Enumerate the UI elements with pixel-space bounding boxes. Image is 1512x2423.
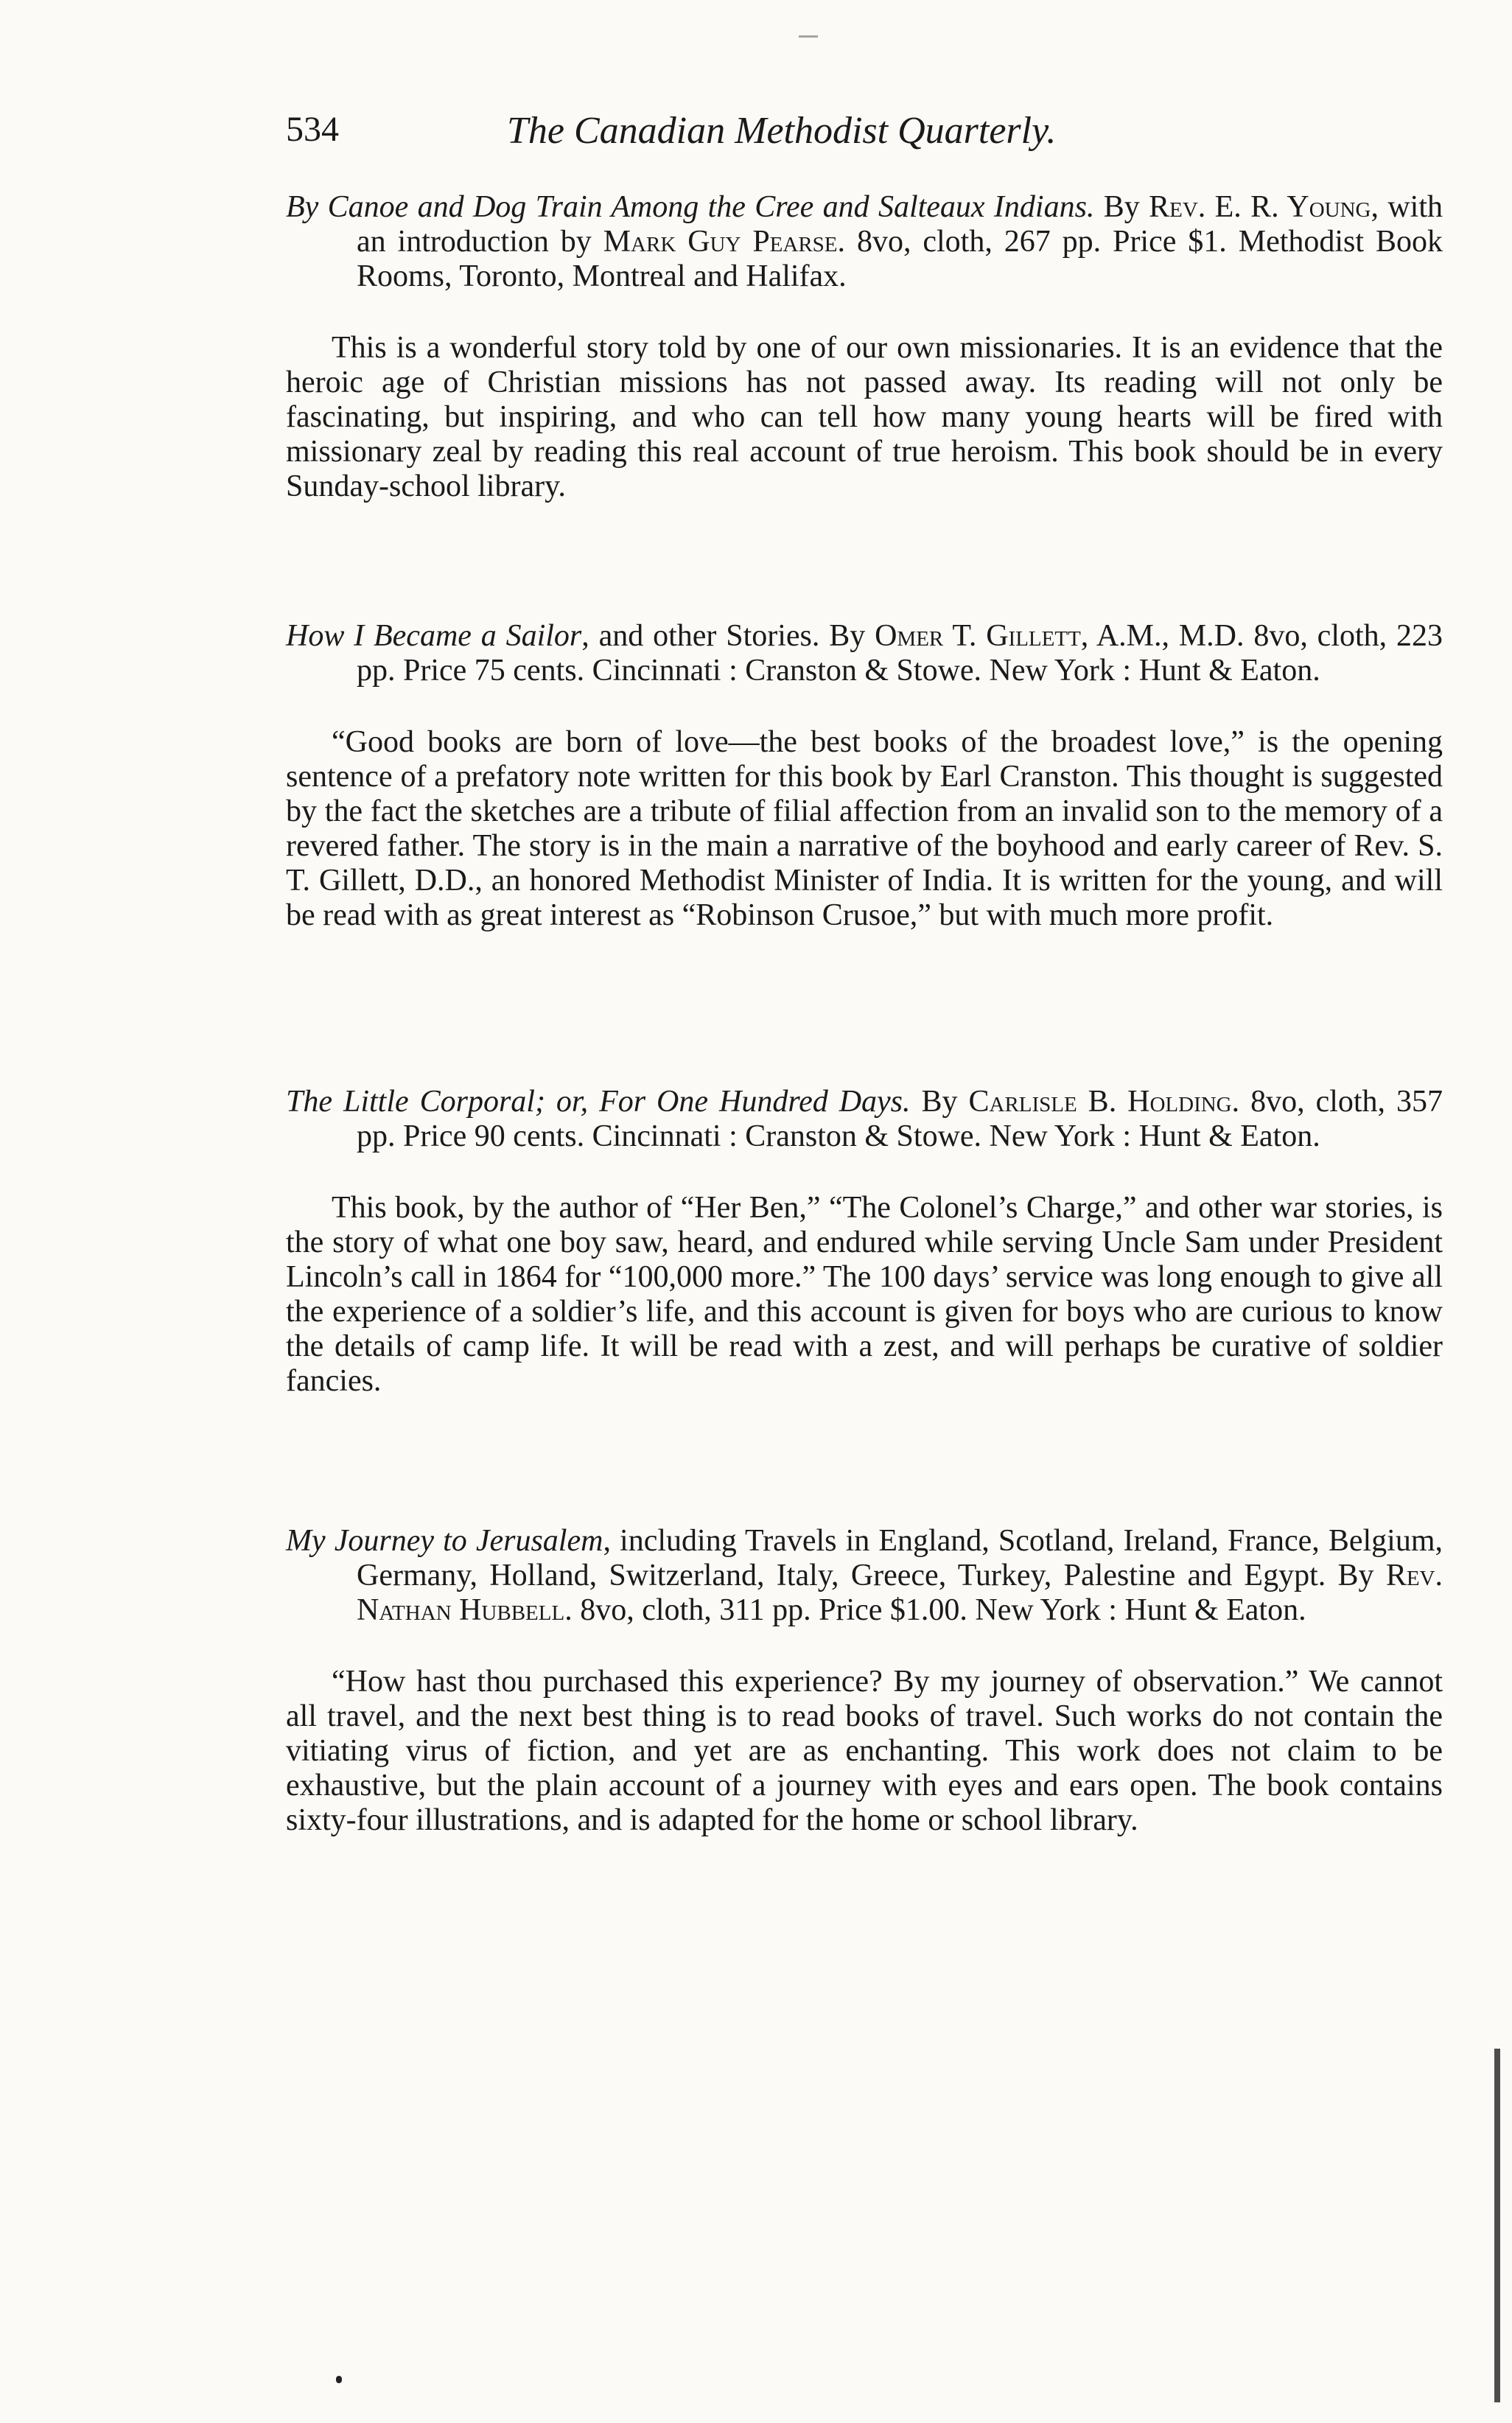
page-number: 534 [286,110,339,149]
scan-speck-top [799,35,818,38]
review-paragraph: This book, by the author of “Her Ben,” “The Colonel’s Charge,” and other war stories, is the story of what one boy saw, heard, and endured while serving Uncle Sam under President Lincoln’s call in 1864 for “100,000 more.” The 100 days’ service was long enough to give all the experience of a soldier’s life, and this account is given for boys who are curious to know the details of camp life. It will be read with a zest, and will perhaps be curative of soldier fancies. [286,1191,1443,1398]
publication-details: , A.M., M.D. 8vo, cloth, 223 pp. Price 75 cents. Cincinnati : Cranston & Stowe. New York : Hunt & Eaton. [357,619,1443,688]
book-entry-1 [286,190,1443,504]
citation: How I Became a Sailor, and other Stories. By Omer T. Gillett, A.M., M.D. 8vo, cloth, 223 pp. Price 75 cents. Cincinnati : Cranston & Stowe. New York : Hunt & Eaton. [286,619,1443,688]
book-title: The Little Corporal; or, For One Hundred Days. [286,1085,911,1119]
publication-details: . 8vo, cloth, 357 pp. Price 90 cents. Cincinnati : Cranston & Stowe. New York : Hunt & Eaton. [357,1085,1443,1153]
author-name: Omer T. Gillett [875,619,1081,653]
journal-title: The Canadian Methodist Quarterly. [507,110,1057,152]
citation: The Little Corporal; or, For One Hundred Days. By Carlisle B. Holding. 8vo, cloth, 357 pp. Price 90 cents. Cincinnati : Cranston & Stowe. New York : Hunt & Eaton. [286,1085,1443,1153]
author-name: Carlisle B. Holding [968,1085,1232,1119]
review-paragraph: “How hast thou purchased this experience? By my journey of observation.” We cannot all travel, and the next best thing is to read books of travel. Such works do not contain the vitiating virus of fiction, and yet are as enchanting. This work does not claim to be exhaustive, but the plain account of a journey with eyes and ears open. The book contains sixty-four illustrations, and is adapted for the home or school library. [286,1665,1443,1837]
citation: My Journey to Jerusalem, including Travels in England, Scotland, Ireland, France, Belgium, Germany, Holland, Switzerland, Italy, Greece, Turkey, Palestine and Egypt. By Rev. Nathan Hubbell. 8vo, cloth, 311 pp. Price $1.00. New York : Hunt & Eaton. [286,1524,1443,1627]
page-header [286,109,1443,161]
publication-details: . 8vo, cloth, 311 pp. Price $1.00. New York : Hunt & Eaton. [564,1593,1306,1627]
book-title: How I Became a Sailor [286,619,582,653]
book-title: By Canoe and Dog Train Among the Cree and Salteaux Indians. [286,190,1095,224]
book-entry-4 [286,1524,1443,1838]
book-entry-2 [286,619,1443,933]
citation: By Canoe and Dog Train Among the Cree and Salteaux Indians. By Rev. E. R. Young, with an introduction by Mark Guy Pearse. 8vo, cloth, 267 pp. Price $1. Methodist Book Rooms, Toronto, Montreal and Halifax. [286,190,1443,293]
intro-author-name: Mark Guy Pearse [603,225,838,259]
book-entry-3 [286,1085,1443,1399]
publication-details: . 8vo, cloth, 267 pp. Price $1. Methodist Book Rooms, Toronto, Montreal and Halifax. [357,225,1443,293]
author-name: Rev. E. R. Young [1149,190,1371,224]
review-paragraph: “Good books are born of love—the best books of the broadest love,” is the opening sentence of a prefatory note written for this book by Earl Cranston. This thought is suggested by the fact the sketches are a tribute of filial affection from an invalid son to the memory of a revered father. The story is in the main a narrative of the boyhood and early career of Rev. S. T. Gillett, D.D., an honored Methodist Minister of India. It is written for the young, and will be read with as great interest as “Robinson Crusoe,” but with much more profit. [286,725,1443,932]
review-paragraph: This is a wonderful story told by one of our own missionaries. It is an evidence that the heroic age of Christian missions has not passed away. Its reading will not only be fascinating, but inspiring, and who can tell how many young hearts will be fired with missionary zeal by reading this real account of true heroism. This book should be in every Sunday-school library. [286,331,1443,503]
scan-edge-mark [1494,2049,1500,2402]
book-title: My Journey to Jerusalem [286,1524,603,1558]
scan-speck [336,2376,342,2383]
author-name: Rev. Nathan Hubbell [357,1559,1443,1627]
